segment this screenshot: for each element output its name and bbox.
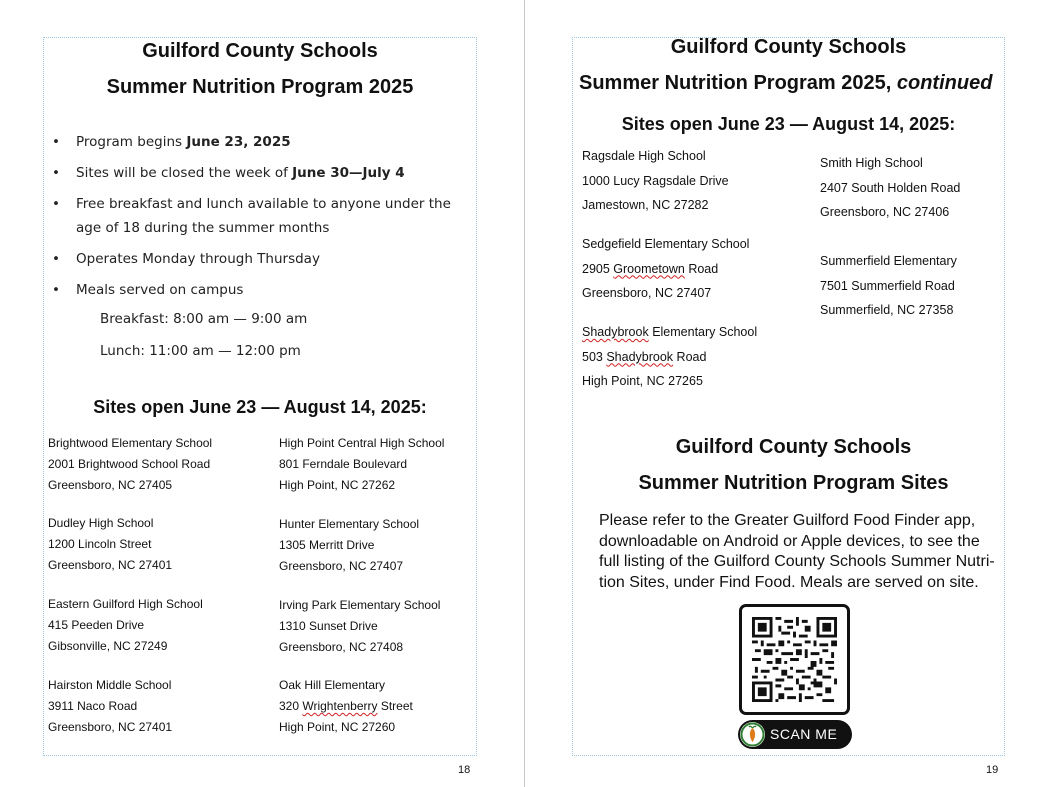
sites-section-title: Guilford County Schools — [675, 436, 912, 458]
breakfast-hours: Breakfast: 8:00 am — 9:00 am — [100, 311, 308, 327]
right-title: Guilford County Schools — [670, 36, 907, 58]
site-entry: Smith High School 2407 South Holden Road Greensboro, NC 27406 — [820, 156, 961, 219]
site-entry: Dudley High School 1200 Lincoln Street Greensboro, NC 27401 — [48, 516, 173, 572]
site-entry: Shadybrook Elementary School 503 Shadybrook Road High Point, NC 27265 — [582, 325, 758, 388]
scan-me-label: SCAN ME — [770, 726, 838, 742]
continued-label: continued — [896, 72, 993, 94]
right-subtitle: Summer Nutrition Program 2025, continued — [579, 72, 993, 94]
right-sites-heading: Sites open June 23 — August 14, 2025: — [621, 114, 956, 134]
page-number-left: 18 — [458, 764, 471, 776]
page-number-right: 19 — [986, 764, 999, 776]
food-finder-logo-icon — [740, 722, 765, 747]
sites-section-subtitle: Summer Nutrition Program Sites — [638, 472, 949, 494]
bullet-operating-days: • Operates Monday through Thursday — [52, 251, 320, 267]
qr-code[interactable] — [739, 604, 850, 715]
food-finder-info: Please refer to the Greater Guilford Food Finder app, downloadable on Android or Apple devices, to see the full listing of the Guilford County Schools Summer Nutri-tion Sites, under Find Food. Meals are served on site. — [599, 512, 995, 591]
qr-code-icon — [752, 617, 837, 702]
site-entry: Hunter Elementary School 1305 Merritt Drive Greensboro, NC 27407 — [279, 517, 420, 573]
site-entry: Brightwood Elementary School 2001 Brightwood School Road Greensboro, NC 27405 — [48, 436, 213, 492]
site-entry: Irving Park Elementary School 1310 Sunset Drive Greensboro, NC 27408 — [279, 598, 441, 654]
left-title: Guilford County Schools — [142, 40, 378, 62]
left-sites-heading: Sites open June 23 — August 14, 2025: — [93, 397, 427, 417]
site-entry: Summerfield Elementary 7501 Summerfield Road Summerfield, NC 27358 — [820, 254, 957, 317]
site-entry: High Point Central High School 801 Ferndale Boulevard High Point, NC 27262 — [279, 436, 445, 492]
bullet-meals-on-campus: • Meals served on campus — [52, 282, 244, 298]
page-divider — [524, 0, 525, 787]
bullet-start-date: • Program begins June 23, 2025 — [52, 134, 291, 150]
bullet-free-meals: • Free breakfast and lunch available to anyone under the age of 18 during the summer months — [52, 196, 451, 236]
site-entry: Hairston Middle School 3911 Naco Road Greensboro, NC 27401 — [48, 678, 173, 734]
bullet-closed-week: • Sites will be closed the week of June 30—July 4 — [52, 165, 405, 181]
scan-me-badge[interactable] — [738, 720, 852, 749]
site-entry: Eastern Guilford High School 415 Peeden Drive Gibsonville, NC 27249 — [48, 597, 203, 653]
left-subtitle: Summer Nutrition Program 2025 — [106, 76, 414, 98]
lunch-hours: Lunch: 11:00 am — 12:00 pm — [100, 343, 301, 359]
site-entry: Sedgefield Elementary School 2905 Groometown Road Greensboro, NC 27407 — [582, 237, 750, 300]
site-entry: Ragsdale High School 1000 Lucy Ragsdale Drive Jamestown, NC 27282 — [582, 149, 729, 212]
program-bullet-list — [52, 130, 472, 309]
site-entry: Oak Hill Elementary 320 Wrightenberry Street High Point, NC 27260 — [279, 678, 413, 734]
